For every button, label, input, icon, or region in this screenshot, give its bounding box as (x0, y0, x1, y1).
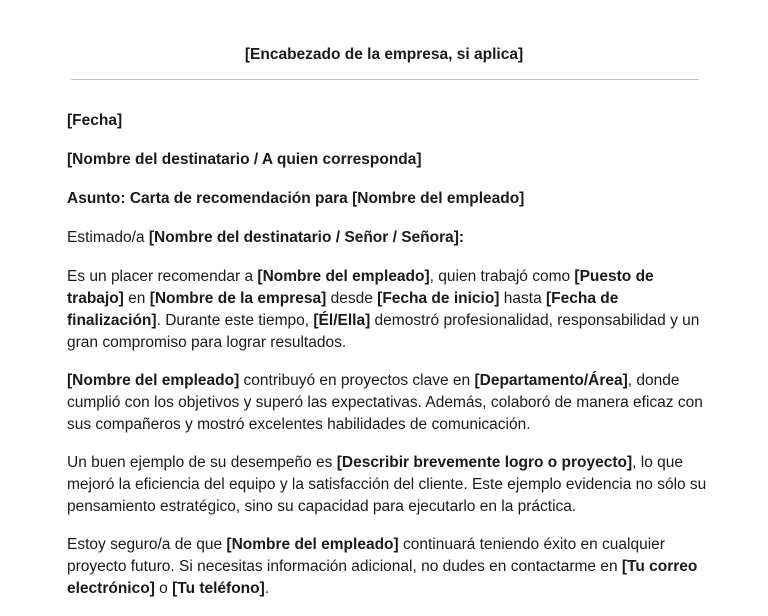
paragraph-2 (67, 370, 707, 436)
p2-employee-name: [Nombre del empleado] (67, 372, 240, 389)
p1-text-5: hasta (499, 290, 546, 307)
p4-text-3: o (154, 580, 173, 597)
p4-email: [Tu correo electrónico] (67, 558, 698, 597)
p1-text-3: en (123, 290, 150, 307)
p3-achievement: [Describir brevemente logro o proyecto] (336, 454, 633, 471)
recipient-placeholder: [Nombre del destinatario / A quien corresponda] (67, 151, 422, 168)
p2-text-2: , donde cumplió con los objetivos y superó las expectativas. Además, colaboró de manera eficaz con sus compañeros y mostró excelentes habilidades de comunicación. (67, 372, 703, 433)
salutation-placeholder: [Nombre del destinatario / Señor / Señora]: (148, 229, 465, 246)
p1-employee-name: [Nombre del empleado] (257, 268, 430, 285)
recipient-line (67, 149, 707, 171)
p4-text-4: . (264, 580, 270, 597)
p1-pronoun: [Él/Ella] (313, 312, 371, 329)
paragraph-1 (67, 266, 707, 354)
p4-phone: [Tu teléfono] (172, 580, 265, 597)
company-header: [Encabezado de la empresa, si aplica] (244, 46, 524, 63)
p1-text-2: , quien trabajó como (429, 268, 575, 285)
p4-employee-name: [Nombre del empleado] (226, 536, 399, 553)
paragraph-3 (67, 452, 707, 518)
salutation-prefix: Estimado/a (67, 229, 149, 246)
header-divider (71, 79, 699, 80)
letter-body (67, 110, 707, 616)
subject-line (67, 188, 707, 210)
p4-text-1: Estoy seguro/a de que (67, 536, 227, 553)
date-placeholder: [Fecha] (67, 112, 123, 129)
p2-department: [Departamento/Área] (474, 372, 628, 389)
p1-text-7: demostró profesionalidad, responsabilidad y un gran compromiso para lograr resultados. (67, 312, 700, 351)
paragraph-4 (67, 534, 707, 600)
salutation-line (67, 227, 707, 249)
p1-end-date: [Fecha de finalización] (67, 290, 619, 329)
p3-text-1: Un buen ejemplo de su desempeño es (67, 454, 337, 471)
p1-text-6: . Durante este tiempo, (156, 312, 314, 329)
p1-start-date: [Fecha de inicio] (377, 290, 500, 307)
p1-text-4: desde (326, 290, 378, 307)
p1-company-name: [Nombre de la empresa] (149, 290, 327, 307)
p1-text-1: Es un placer recomendar a (67, 268, 258, 285)
p4-text-2: continuará teniendo éxito en cualquier proyecto futuro. Si necesitas información adicional, no dudes en contactarme en (67, 536, 665, 575)
p1-job-title: [Puesto de trabajo] (67, 268, 654, 307)
date-line (67, 110, 707, 132)
subject-text: Asunto: Carta de recomendación para [Nombre del empleado] (67, 190, 525, 207)
p2-text-1: contribuyó en proyectos clave en (239, 372, 475, 389)
p3-text-2: , lo que mejoró la eficiencia del equipo y la satisfacción del cliente. Este ejemplo evidencia no sólo su pensamiento estratégico, sino su capacidad para ejecutarlo en la práctica. (67, 454, 707, 515)
